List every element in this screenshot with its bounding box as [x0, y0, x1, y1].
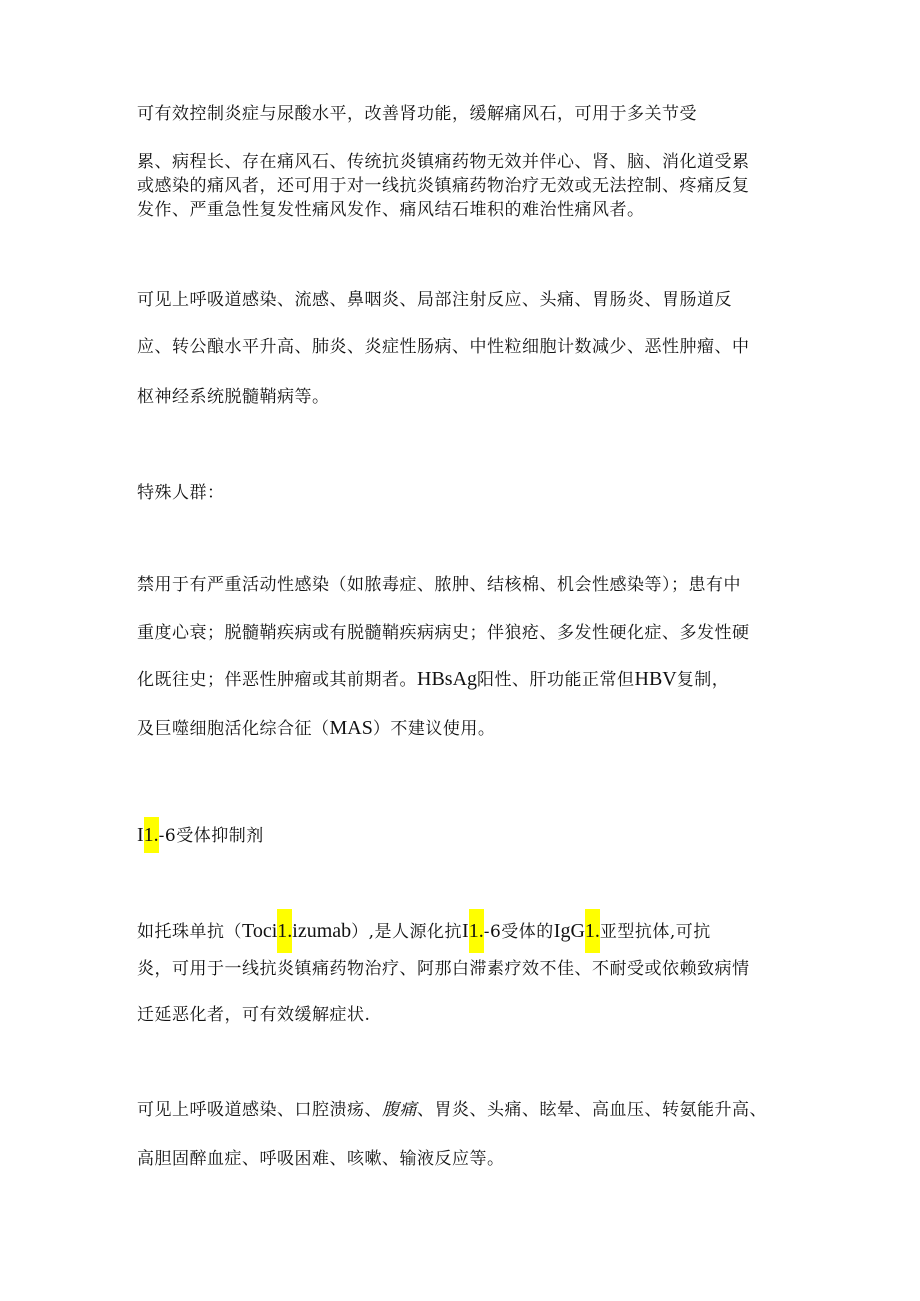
text-line: [137, 909, 711, 953]
text-line: 应、转公酿水平升高、肺炎、炎症性肠病、中性粒细胞计数减少、恶性肿瘤、中: [137, 337, 750, 357]
text-line: 可有效控制炎症与尿酸水平，改善肾功能，缓解痛风石，可用于多关节受: [137, 104, 697, 124]
text-segment: 复制，: [676, 670, 730, 690]
highlighted-text: 1.: [277, 909, 292, 953]
text-segment: MAS: [329, 717, 373, 739]
text-line: 枢神经系统脱髓鞘病等。: [137, 387, 330, 407]
text-segment: IgG: [553, 920, 585, 942]
highlighted-text: 1.: [144, 817, 159, 853]
text-segment: 腹痛: [382, 1100, 417, 1120]
section-label: 特殊人群：: [137, 483, 225, 503]
text-line: 禁用于有严重活动性感染（如脓毒症、脓肿、结核棉、机会性感染等）；患有中: [137, 575, 741, 595]
text-segment: ）不建议使用。: [372, 719, 496, 739]
text-segment: 及巨噬细胞活化综合征（: [137, 719, 330, 739]
text-line: 高胆固醉血症、呼吸困难、咳嗽、输液反应等。: [137, 1149, 505, 1169]
text-segment: I: [462, 920, 469, 942]
text-segment: 、胃炎、头痛、眩晕、高血压、转氨能升高、: [417, 1100, 767, 1120]
text-segment: 亚型抗体,可抗: [599, 922, 711, 942]
text-segment: I: [137, 824, 144, 846]
text-segment: 可见上呼吸道感染、口腔溃疡、: [137, 1100, 382, 1120]
text-segment: HBV: [634, 668, 677, 690]
text-line: 炎，可用于一线抗炎镇痛药物治疗、阿那白滞素疗效不佳、不耐受或依赖致病情: [137, 959, 750, 979]
text-line: [137, 667, 729, 692]
text-segment: -6受体抑制剂: [158, 826, 264, 846]
text-segment: 阳性、肝功能正常但: [477, 670, 635, 690]
text-segment: -6受体的: [483, 922, 554, 942]
highlighted-text: 1.: [469, 909, 484, 953]
text-segment: HBsAg: [417, 668, 478, 690]
highlighted-text: 1.: [585, 909, 600, 953]
text-segment: Toci: [242, 920, 278, 942]
text-line: 累、病程长、存在痛风石、传统抗炎镇痛药物无效并伴心、肾、脑、消化道受累: [137, 152, 750, 172]
text-segment: ）,是人源化抗: [351, 922, 463, 942]
text-line: 迁延恶化者，可有效缓解症状.: [137, 1005, 371, 1025]
text-segment: 如托珠单抗（: [137, 922, 242, 942]
text-line: [137, 716, 495, 741]
text-line: 重度心衰；脱髓鞘疾病或有脱髓鞘疾病病史；伴狼疮、多发性硬化症、多发性硬: [137, 623, 750, 643]
text-segment: izumab: [292, 920, 352, 942]
section-heading: [137, 817, 264, 853]
text-segment: 化既往史；伴恶性肿瘤或其前期者。: [137, 670, 417, 690]
text-line: 发作、严重急性复发性痛风发作、痛风结石堆积的难治性痛风者。: [137, 200, 645, 220]
text-line: 可见上呼吸道感染、流感、鼻咽炎、局部注射反应、头痛、胃肠炎、胃肠道反: [137, 290, 732, 310]
text-line: [137, 1098, 767, 1122]
text-line: 或感染的痛风者，还可用于对一线抗炎镇痛药物治疗无效或无法控制、疼痛反复: [137, 176, 750, 196]
